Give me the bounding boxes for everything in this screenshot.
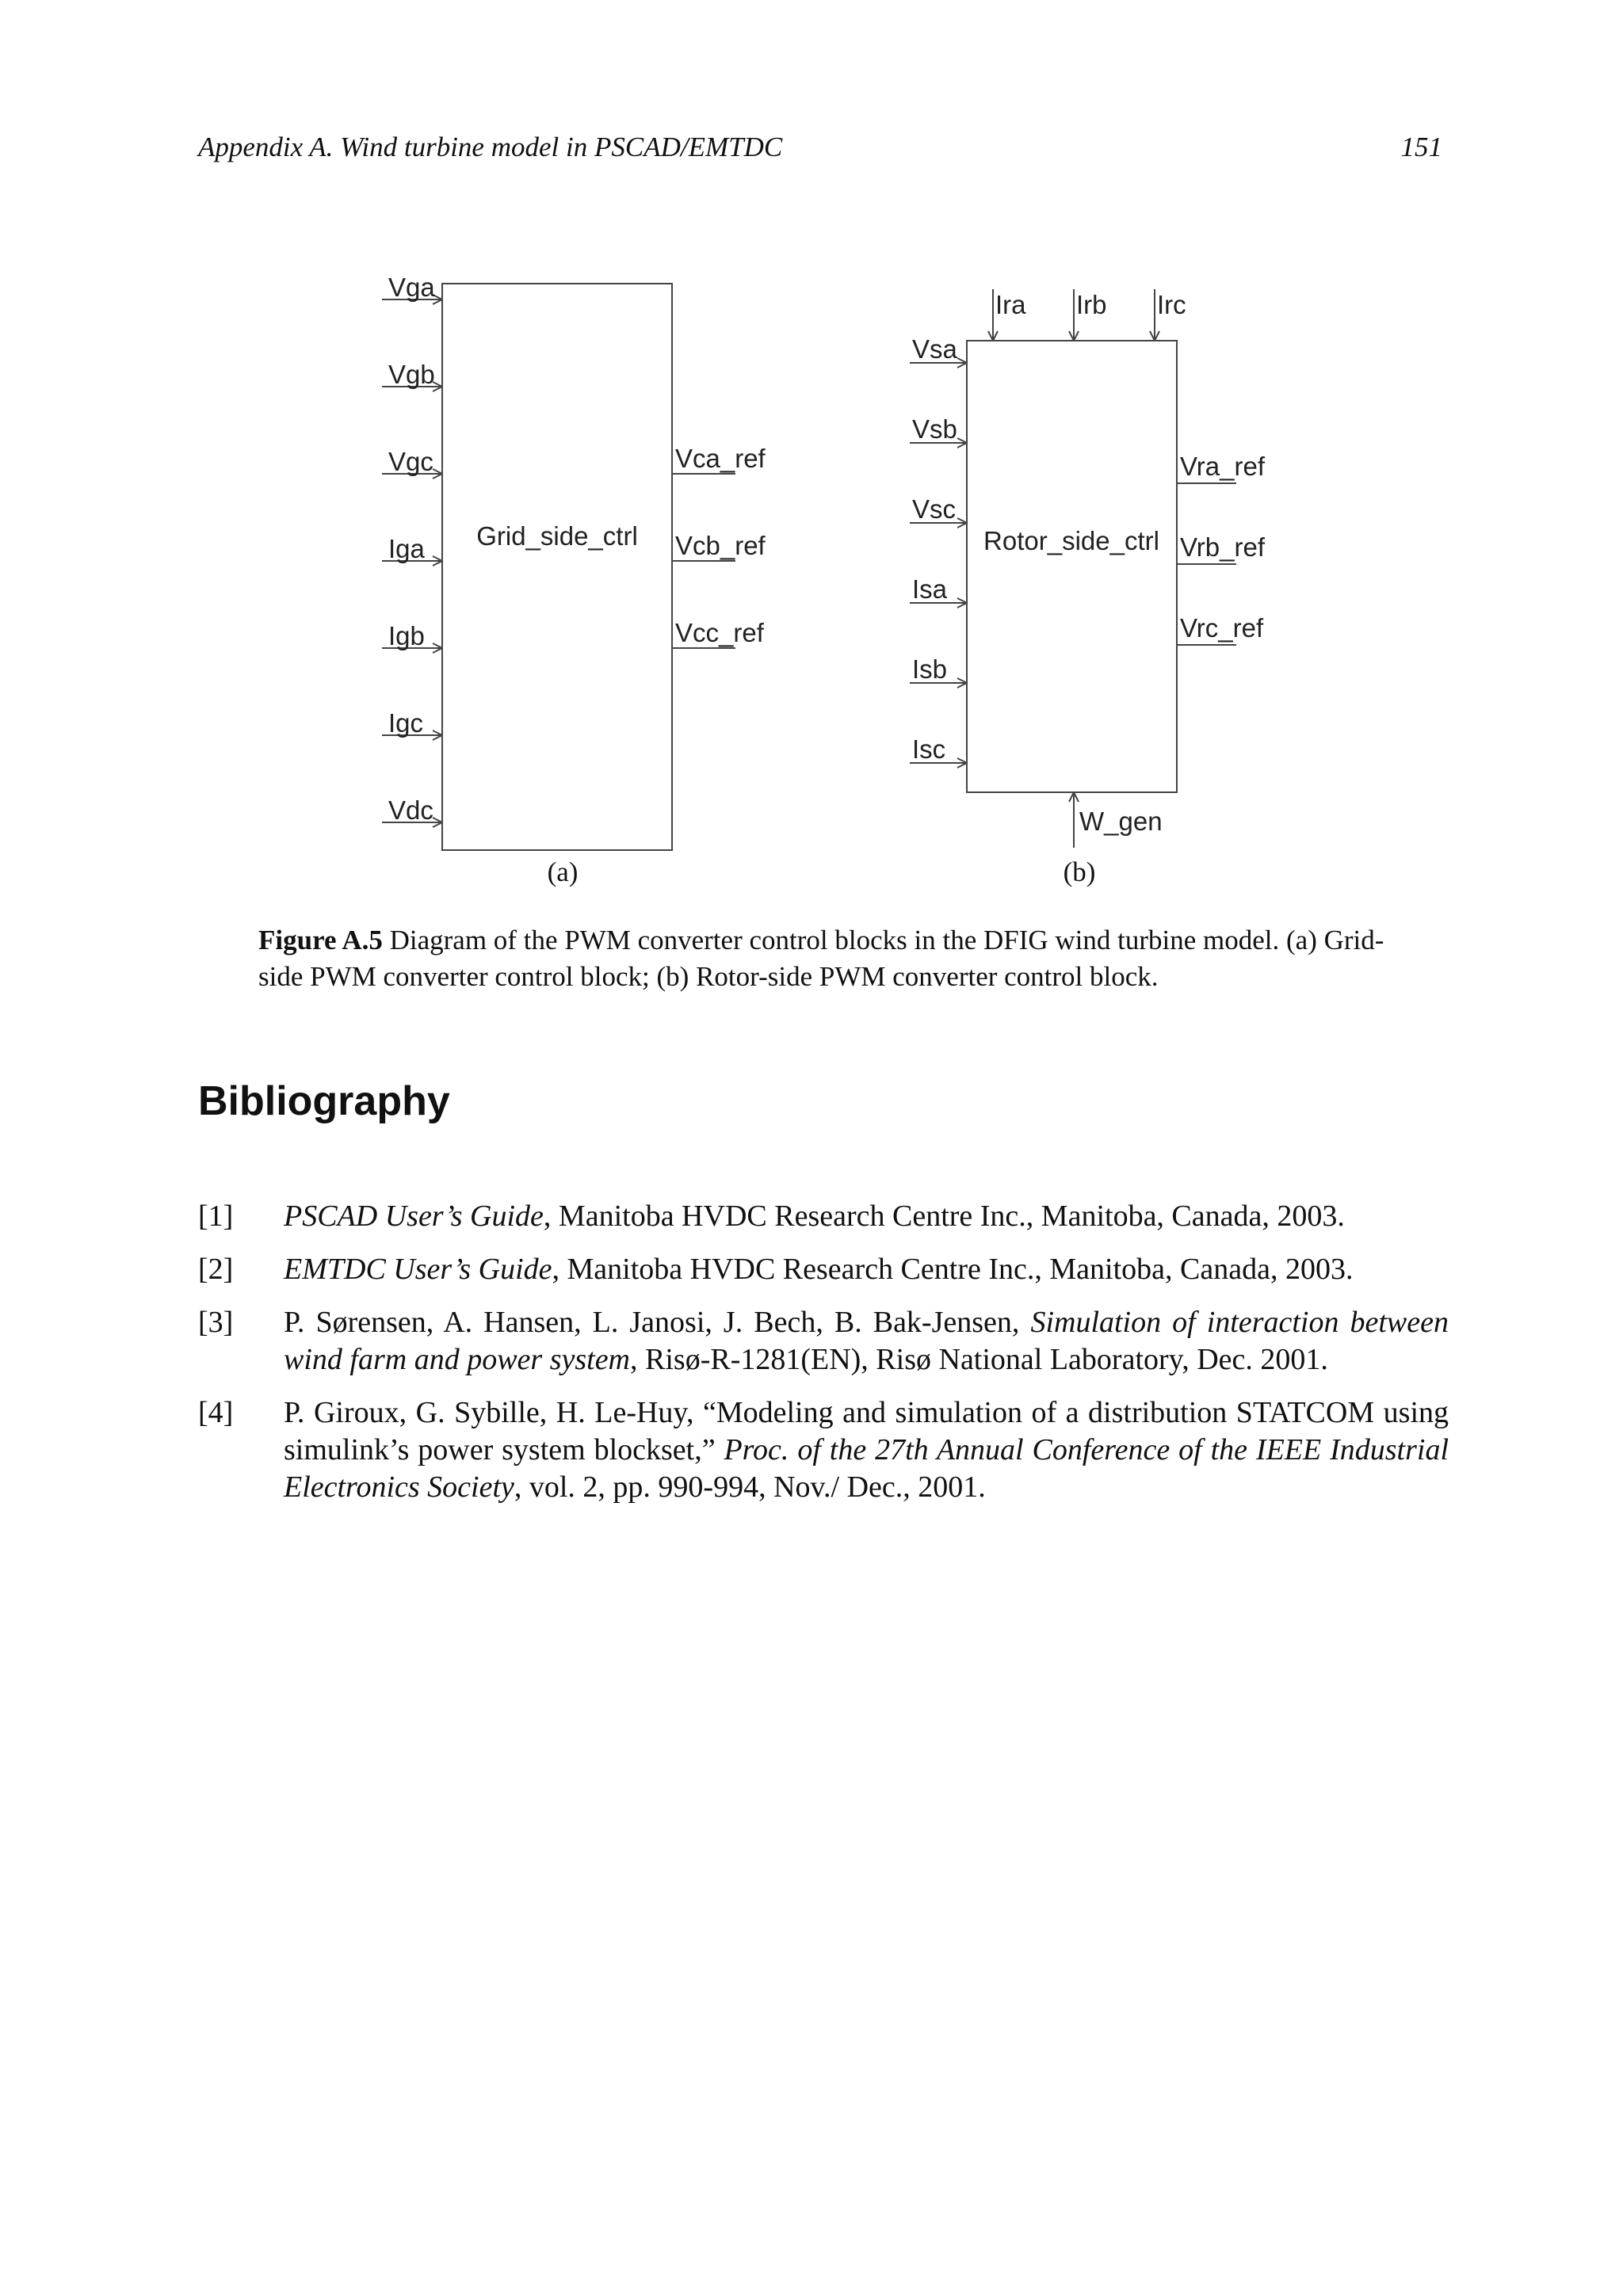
input-port-label: Isa <box>912 574 948 604</box>
input-port-label: Igc <box>388 708 424 738</box>
input-port-label: Vdc <box>388 795 433 825</box>
reference-text <box>284 1198 1449 1235</box>
reference-text <box>284 1251 1449 1288</box>
reference-segment: , Manitoba HVDC Research Centre Inc., Manitoba, Canada, 2003. <box>543 1199 1345 1233</box>
reference-item <box>198 1394 1449 1506</box>
rotor-side-ctrl-block <box>910 289 1266 887</box>
converter-control-diagram <box>0 0 1623 911</box>
input-port-label: Vgc <box>388 447 433 476</box>
top-input-port-label: Ira <box>995 290 1026 319</box>
output-port-label: Vcc_ref <box>675 618 764 647</box>
input-port-label: Vsb <box>912 414 957 444</box>
grid-side-ctrl-block <box>382 273 766 887</box>
reference-item <box>198 1304 1449 1379</box>
reference-segment: , Manitoba HVDC Research Centre Inc., Manitoba, Canada, 2003. <box>552 1253 1354 1286</box>
input-port-label: Vga <box>388 273 435 302</box>
reference-number: [1] <box>198 1199 234 1233</box>
grid-side-ctrl-box <box>442 284 672 850</box>
reference-title: PSCAD User’s Guide <box>284 1199 544 1233</box>
rotor-side-ctrl-name: Rotor_side_ctrl <box>983 526 1159 555</box>
grid-side-ctrl-name: Grid_side_ctrl <box>476 521 638 551</box>
rotor-side-ctrl-box <box>967 341 1177 792</box>
input-port-label: Isc <box>912 734 946 764</box>
reference-segment: P. Sørensen, A. Hansen, L. Janosi, J. Bech, B. Bak-Jensen, <box>284 1306 1031 1339</box>
reference-number: [3] <box>198 1306 234 1339</box>
reference-number: [4] <box>198 1396 234 1429</box>
output-port-label: Vra_ref <box>1180 452 1265 481</box>
reference-segment: , vol. 2, pp. 990-994, Nov./ Dec., 2001. <box>514 1470 986 1504</box>
input-port-label: Vsc <box>912 494 957 524</box>
output-port-label: Vca_ref <box>675 444 766 473</box>
input-port-label: Vgb <box>388 360 435 389</box>
figure-label: Figure A.5 <box>258 925 383 955</box>
bibliography-list <box>198 1198 1449 1522</box>
input-port-label: Iga <box>388 534 425 563</box>
figure-caption <box>258 922 1400 995</box>
subfigure-label-b: (b) <box>1063 856 1096 887</box>
top-input-port-label: Irc <box>1157 290 1186 319</box>
page-number: 151 <box>1400 132 1442 162</box>
reference-number: [2] <box>198 1253 234 1286</box>
reference-item <box>198 1251 1449 1288</box>
reference-text <box>284 1394 1449 1506</box>
output-port-label: Vrc_ref <box>1180 613 1264 643</box>
output-port-label: Vcb_ref <box>675 531 766 560</box>
top-input-port-label: Irb <box>1076 290 1107 319</box>
reference-segment: , Risø-R-1281(EN), Risø National Laboratory, Dec. 2001. <box>630 1343 1328 1376</box>
figure-caption-text: Diagram of the PWM converter control blocks in the DFIG wind turbine model. (a) Grid-side PWM converter control block; (b) Rotor-side PWM converter control block. <box>258 925 1384 992</box>
reference-text <box>284 1304 1449 1379</box>
output-port-label: Vrb_ref <box>1180 532 1265 562</box>
running-title: Appendix A. Wind turbine model in PSCAD/EMTDC <box>198 132 783 162</box>
reference-segment: P. Giroux, G. Sybille, H. Le-Huy, “Modeling and simulation of a distribution STATCOM using simulink’s power system blockset,” <box>284 1396 1449 1466</box>
reference-title: EMTDC User’s Guide <box>284 1253 552 1286</box>
input-port-label: Isb <box>912 654 948 684</box>
reference-item <box>198 1198 1449 1235</box>
bibliography-heading: Bibliography <box>198 1078 450 1124</box>
reference-title: Proc. of the 27th Annual Conference of the IEEE Industrial Electronics Society <box>284 1433 1449 1504</box>
reference-title: Simulation of interaction between wind farm and power system <box>284 1306 1449 1376</box>
input-port-label: Vsa <box>912 334 957 364</box>
subfigure-label-a: (a) <box>547 856 579 887</box>
bottom-input-port-label: W_gen <box>1079 807 1163 836</box>
input-port-label: Igb <box>388 621 425 650</box>
